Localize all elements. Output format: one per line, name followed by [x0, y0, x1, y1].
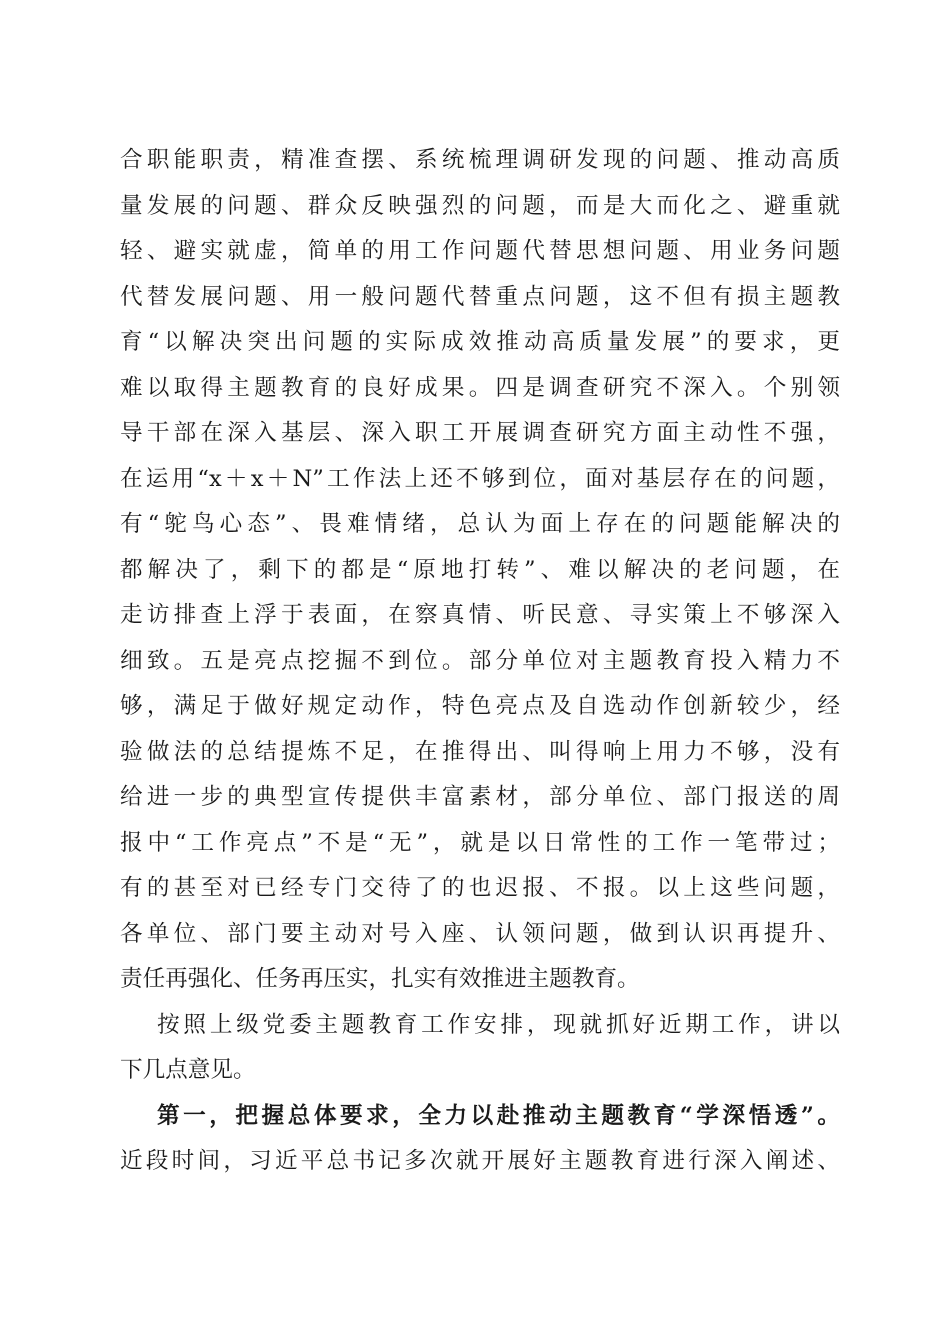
text-line: 按照上级党委主题教育工作安排，现就抓好近期工作，讲以 — [157, 1011, 840, 1038]
text-line: 各单位、部门要主动对号入座、认领问题，做到认识再提升、 — [120, 920, 840, 947]
text-line: 有“鸵鸟心态”、畏难情绪，总认为面上存在的问题能解决的 — [120, 511, 840, 537]
text-line: 育“以解决突出问题的实际成效推动高质量发展”的要求，更 — [120, 329, 840, 355]
text-line: 难以取得主题教育的良好成果。四是调查研究不深入。个别领 — [120, 374, 840, 401]
text-line: 合职能职责，精准查摆、系统梳理调研发现的问题、推动高质 — [120, 147, 840, 173]
text-line: 代替发展问题、用一般问题代替重点问题，这不但有损主题教 — [120, 283, 840, 310]
paragraph-problems — [120, 138, 840, 1003]
text-line: 有的甚至对已经专门交待了的也迟报、不报。以上这些问题， — [120, 875, 840, 901]
text-line: 够，满足于做好规定动作，特色亮点及自选动作创新较少，经 — [120, 693, 840, 719]
text-line: 导干部在深入基层、深入职工开展调查研究方面主动性不强， — [120, 420, 840, 446]
text-line: 近段时间，习近平总书记多次就开展好主题教育进行深入阐述、 — [120, 1148, 840, 1174]
text-line: 下几点意见。 — [120, 1057, 256, 1083]
text-line: 责任再强化、任务再压实，扎实有效推进主题教育。 — [120, 966, 640, 992]
document-body — [120, 138, 840, 1185]
text-line: 验做法的总结提炼不足，在推得出、叫得响上用力不够，没有 — [120, 738, 840, 765]
text-line: 量发展的问题、群众反映强烈的问题，而是大而化之、避重就 — [120, 192, 840, 219]
section-heading: 第一，把握总体要求，全力以赴推动主题教育“学深悟透”。 — [157, 1102, 840, 1129]
text-line: 报中“工作亮点”不是“无”，就是以日常性的工作一笔带过； — [120, 829, 840, 856]
text-line: 在运用“x＋x＋N”工作法上还不够到位，面对基层存在的问题， — [120, 465, 840, 492]
text-line: 走访排查上浮于表面，在察真情、听民意、寻实策上不够深入 — [120, 602, 840, 628]
text-line: 细致。五是亮点挖掘不到位。部分单位对主题教育投入精力不 — [120, 647, 840, 674]
text-line: 都解决了，剩下的都是“原地打转”、难以解决的老问题，在 — [120, 556, 840, 583]
paragraph-first-point — [120, 1094, 840, 1185]
text-line: 给进一步的典型宣传提供丰富素材，部分单位、部门报送的周 — [120, 784, 840, 810]
text-line: 轻、避实就虚，简单的用工作问题代替思想问题、用业务问题 — [120, 238, 840, 264]
paragraph-arrangement — [120, 1003, 840, 1094]
